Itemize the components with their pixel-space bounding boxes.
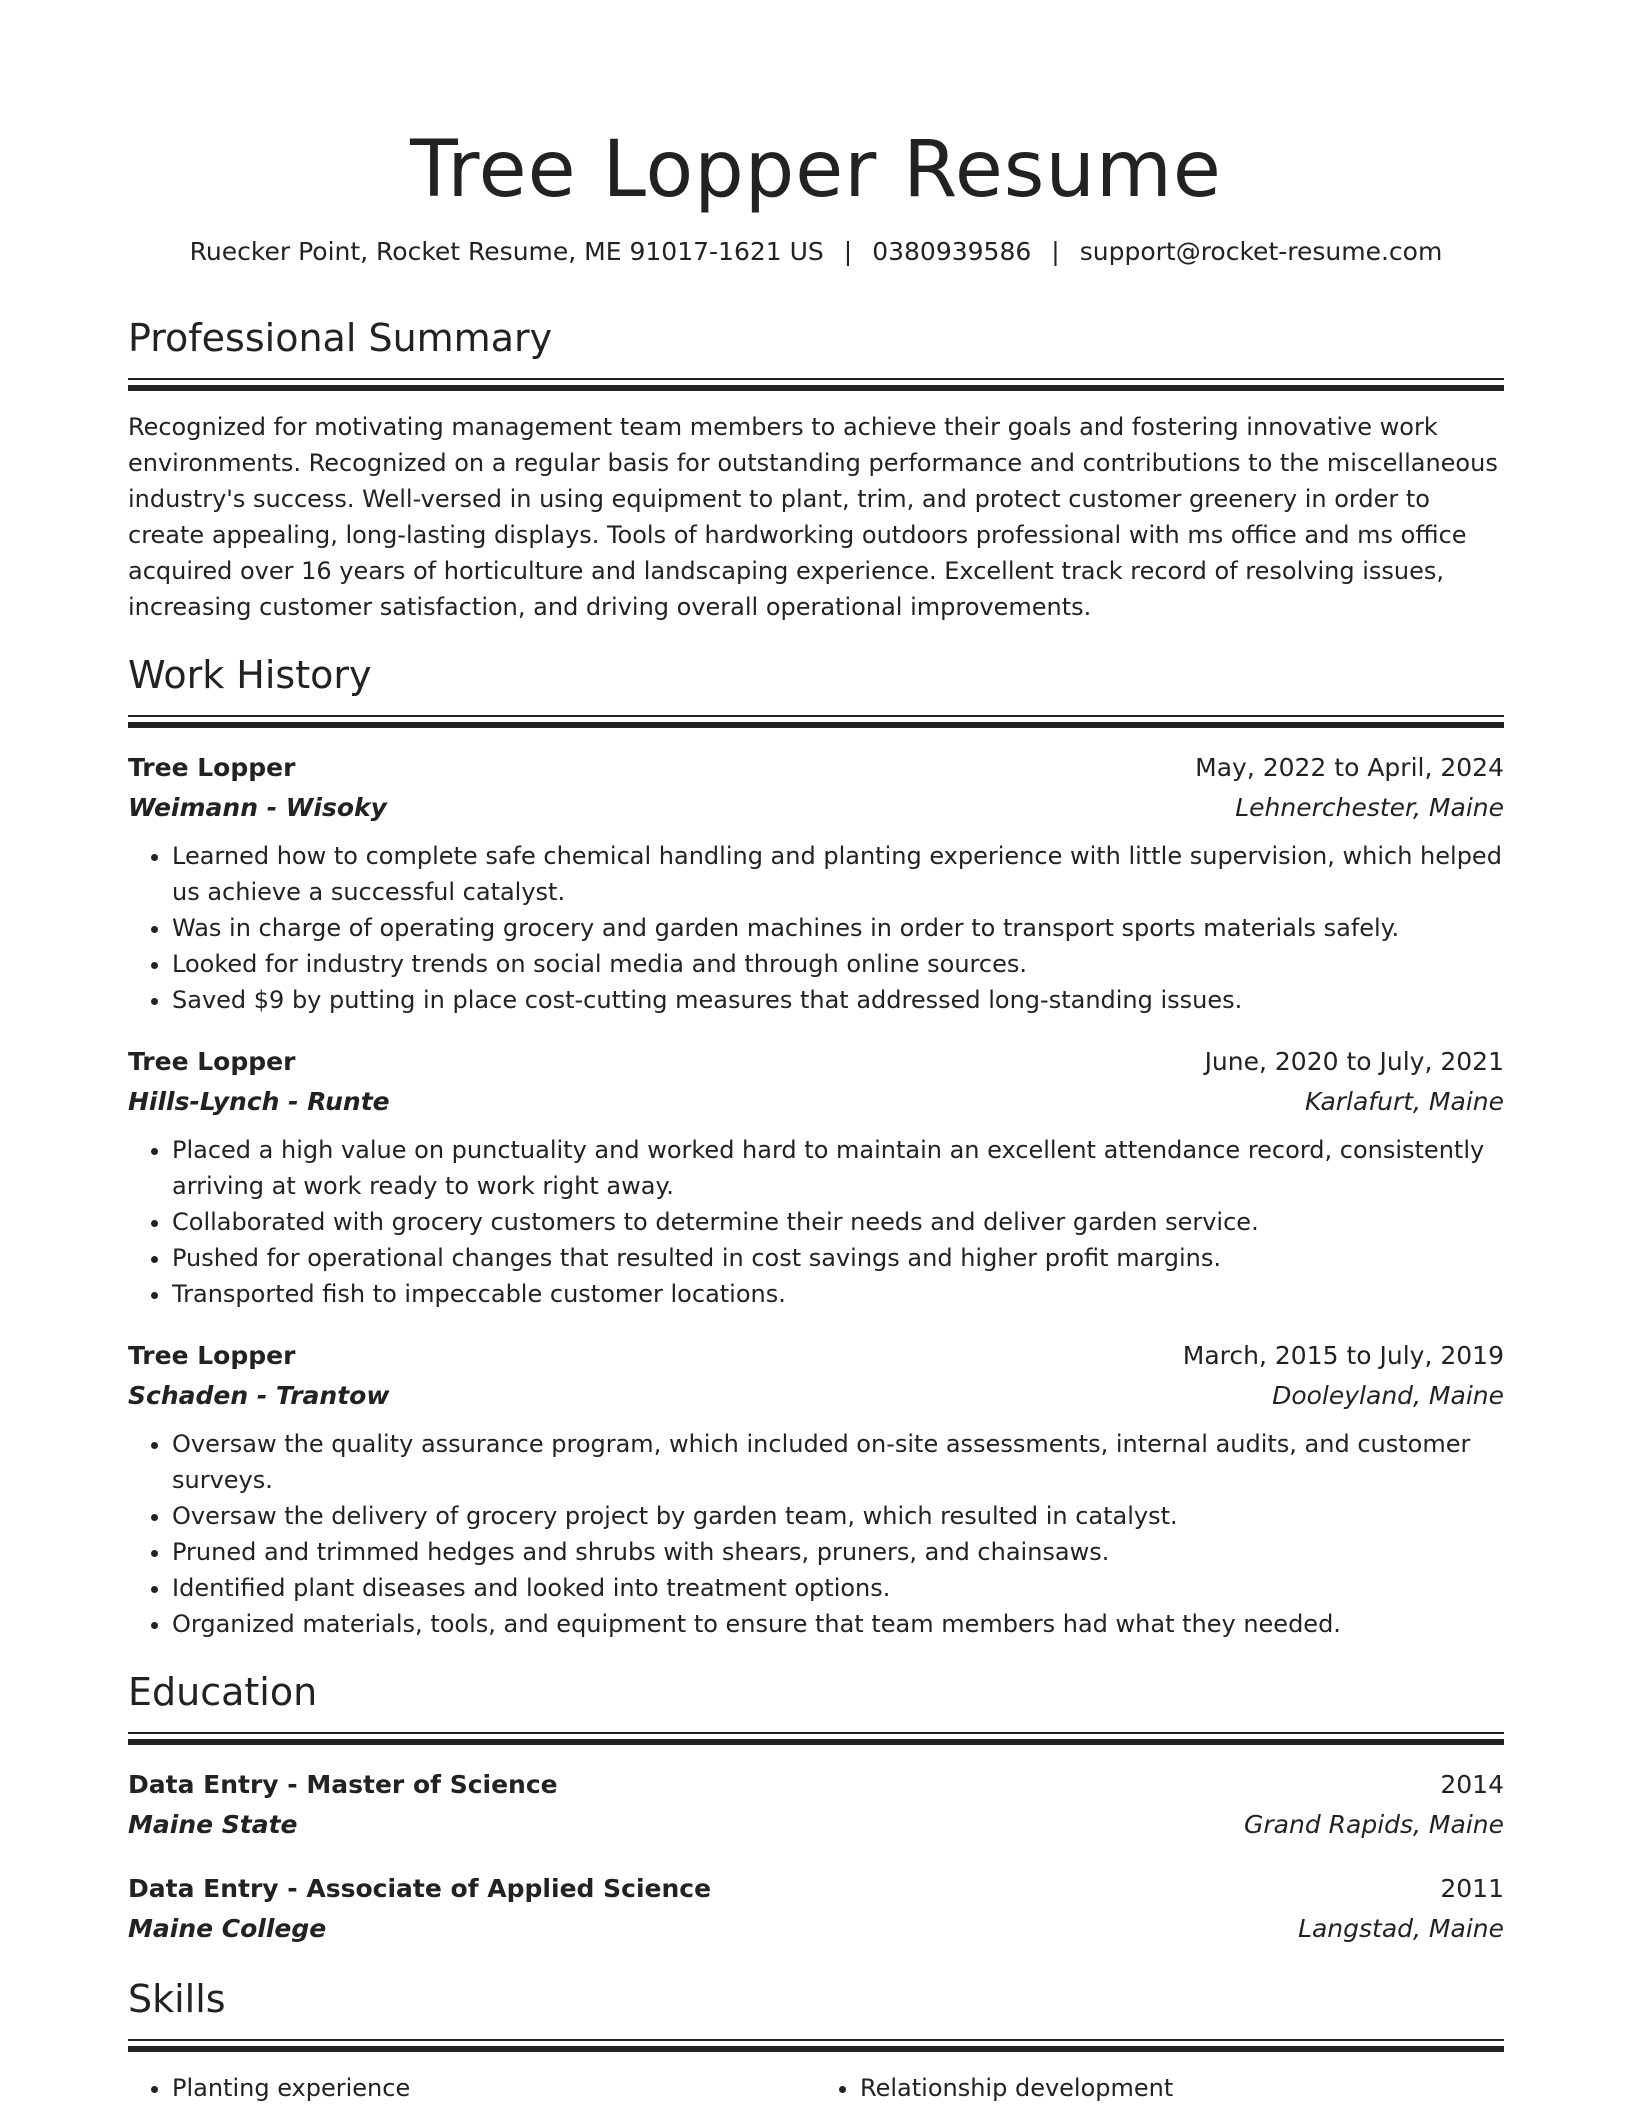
section-title-work: Work History bbox=[128, 653, 372, 697]
list-item: • Collaborated with grocery customers to determine their needs and deliver garden service. bbox=[172, 1204, 1504, 1240]
job-dates: March, 2015 to July, 2019 bbox=[1182, 1341, 1504, 1370]
list-item: • Learned how to complete safe chemical handling and planting experience with little supervision, which helped us achieve a successful catalyst. bbox=[172, 838, 1504, 910]
education-year: 2014 bbox=[1440, 1770, 1504, 1799]
education-school: Maine College bbox=[128, 1914, 327, 1943]
job-location: Dooleyland, Maine bbox=[1272, 1381, 1504, 1410]
education-school: Maine State bbox=[128, 1810, 298, 1839]
education-entry bbox=[128, 1765, 1504, 1845]
skills-list bbox=[128, 2070, 1504, 2106]
list-item: • Pushed for operational changes that resulted in cost savings and higher profit margins. bbox=[172, 1240, 1504, 1276]
contact-phone: 0380939586 bbox=[872, 237, 1032, 266]
section-title-skills: Skills bbox=[128, 1977, 226, 2021]
contact-separator: | bbox=[1051, 237, 1060, 266]
list-item: • Transported fish to impeccable customer locations. bbox=[172, 1276, 1504, 1312]
list-item: • Organized materials, tools, and equipment to ensure that team members had what they needed. bbox=[172, 1606, 1504, 1642]
list-item: • Identified plant diseases and looked into treatment options. bbox=[172, 1570, 1504, 1606]
list-item: • Oversaw the quality assurance program, which included on-site assessments, internal audits, and customer surveys. bbox=[172, 1426, 1504, 1498]
summary-text: Recognized for motivating management team members to achieve their goals and fostering innovative work environments. Recognized on a regular basis for outstanding performance and contributions to the miscellaneous industry's success. Well-versed in using equipment to plant, trim, and protect customer greenery in order to create appealing, long-lasting displays. Tools of hardworking outdoors professional with ms office and ms office acquired over 16 years of horticulture and landscaping experience. Excellent track record of resolving issues, increasing customer satisfaction, and driving overall operational improvements. bbox=[128, 413, 1498, 621]
list-item: • Was in charge of operating grocery and garden machines in order to transport sports materials safely. bbox=[172, 910, 1504, 946]
job-location: Karlafurt, Maine bbox=[1304, 1087, 1504, 1116]
list-item: • Oversaw the delivery of grocery project by garden team, which resulted in catalyst. bbox=[172, 1498, 1504, 1534]
skills-column-left bbox=[128, 2070, 816, 2106]
job-entry bbox=[128, 748, 1504, 1018]
list-item: • Pruned and trimmed hedges and shrubs with shears, pruners, and chainsaws. bbox=[172, 1534, 1504, 1570]
section-divider bbox=[128, 715, 1504, 728]
education-location: Grand Rapids, Maine bbox=[1244, 1810, 1504, 1839]
skill-item: • Planting experience bbox=[172, 2070, 816, 2106]
job-entry bbox=[128, 1336, 1504, 1642]
list-item: • Looked for industry trends on social media and through online sources. bbox=[172, 946, 1504, 982]
section-title-education: Education bbox=[128, 1670, 318, 1714]
education-year: 2011 bbox=[1440, 1874, 1504, 1903]
contact-address: Ruecker Point, Rocket Resume, ME 91017-1621 US bbox=[189, 237, 824, 266]
job-location: Lehnerchester, Maine bbox=[1235, 793, 1504, 822]
section-divider bbox=[128, 1732, 1504, 1745]
job-entry bbox=[128, 1042, 1504, 1312]
list-item: • Saved $9 by putting in place cost-cutting measures that addressed long-standing issues. bbox=[172, 982, 1504, 1018]
job-dates: June, 2020 to July, 2021 bbox=[1204, 1047, 1504, 1076]
section-title-summary: Professional Summary bbox=[128, 316, 553, 360]
section-divider bbox=[128, 2039, 1504, 2052]
education-degree: Data Entry - Master of Science bbox=[128, 1770, 558, 1799]
page-title: Tree Lopper Resume bbox=[410, 125, 1222, 215]
list-item: • Placed a high value on punctuality and worked hard to maintain an excellent attendance record, consistently arriving at work ready to work right away. bbox=[172, 1132, 1504, 1204]
education-location: Langstad, Maine bbox=[1298, 1914, 1504, 1943]
job-bullets bbox=[128, 1426, 1504, 1642]
skill-item: • Relationship development bbox=[860, 2070, 1504, 2106]
contact-separator: | bbox=[843, 237, 853, 266]
job-title: Tree Lopper bbox=[128, 753, 296, 782]
job-bullets bbox=[128, 1132, 1504, 1312]
job-title: Tree Lopper bbox=[128, 1341, 296, 1370]
section-divider bbox=[128, 378, 1504, 391]
contact-email[interactable]: support@rocket-resume.com bbox=[1079, 237, 1443, 266]
education-degree: Data Entry - Associate of Applied Science bbox=[128, 1874, 712, 1903]
education-entry bbox=[128, 1869, 1504, 1949]
job-company: Weimann - Wisoky bbox=[128, 793, 387, 822]
job-company: Schaden - Trantow bbox=[128, 1381, 390, 1410]
job-dates: May, 2022 to April, 2024 bbox=[1195, 753, 1504, 782]
job-company: Hills-Lynch - Runte bbox=[128, 1087, 390, 1116]
job-title: Tree Lopper bbox=[128, 1047, 296, 1076]
contact-line bbox=[128, 234, 1504, 270]
job-bullets bbox=[128, 838, 1504, 1018]
skills-column-right bbox=[816, 2070, 1504, 2106]
